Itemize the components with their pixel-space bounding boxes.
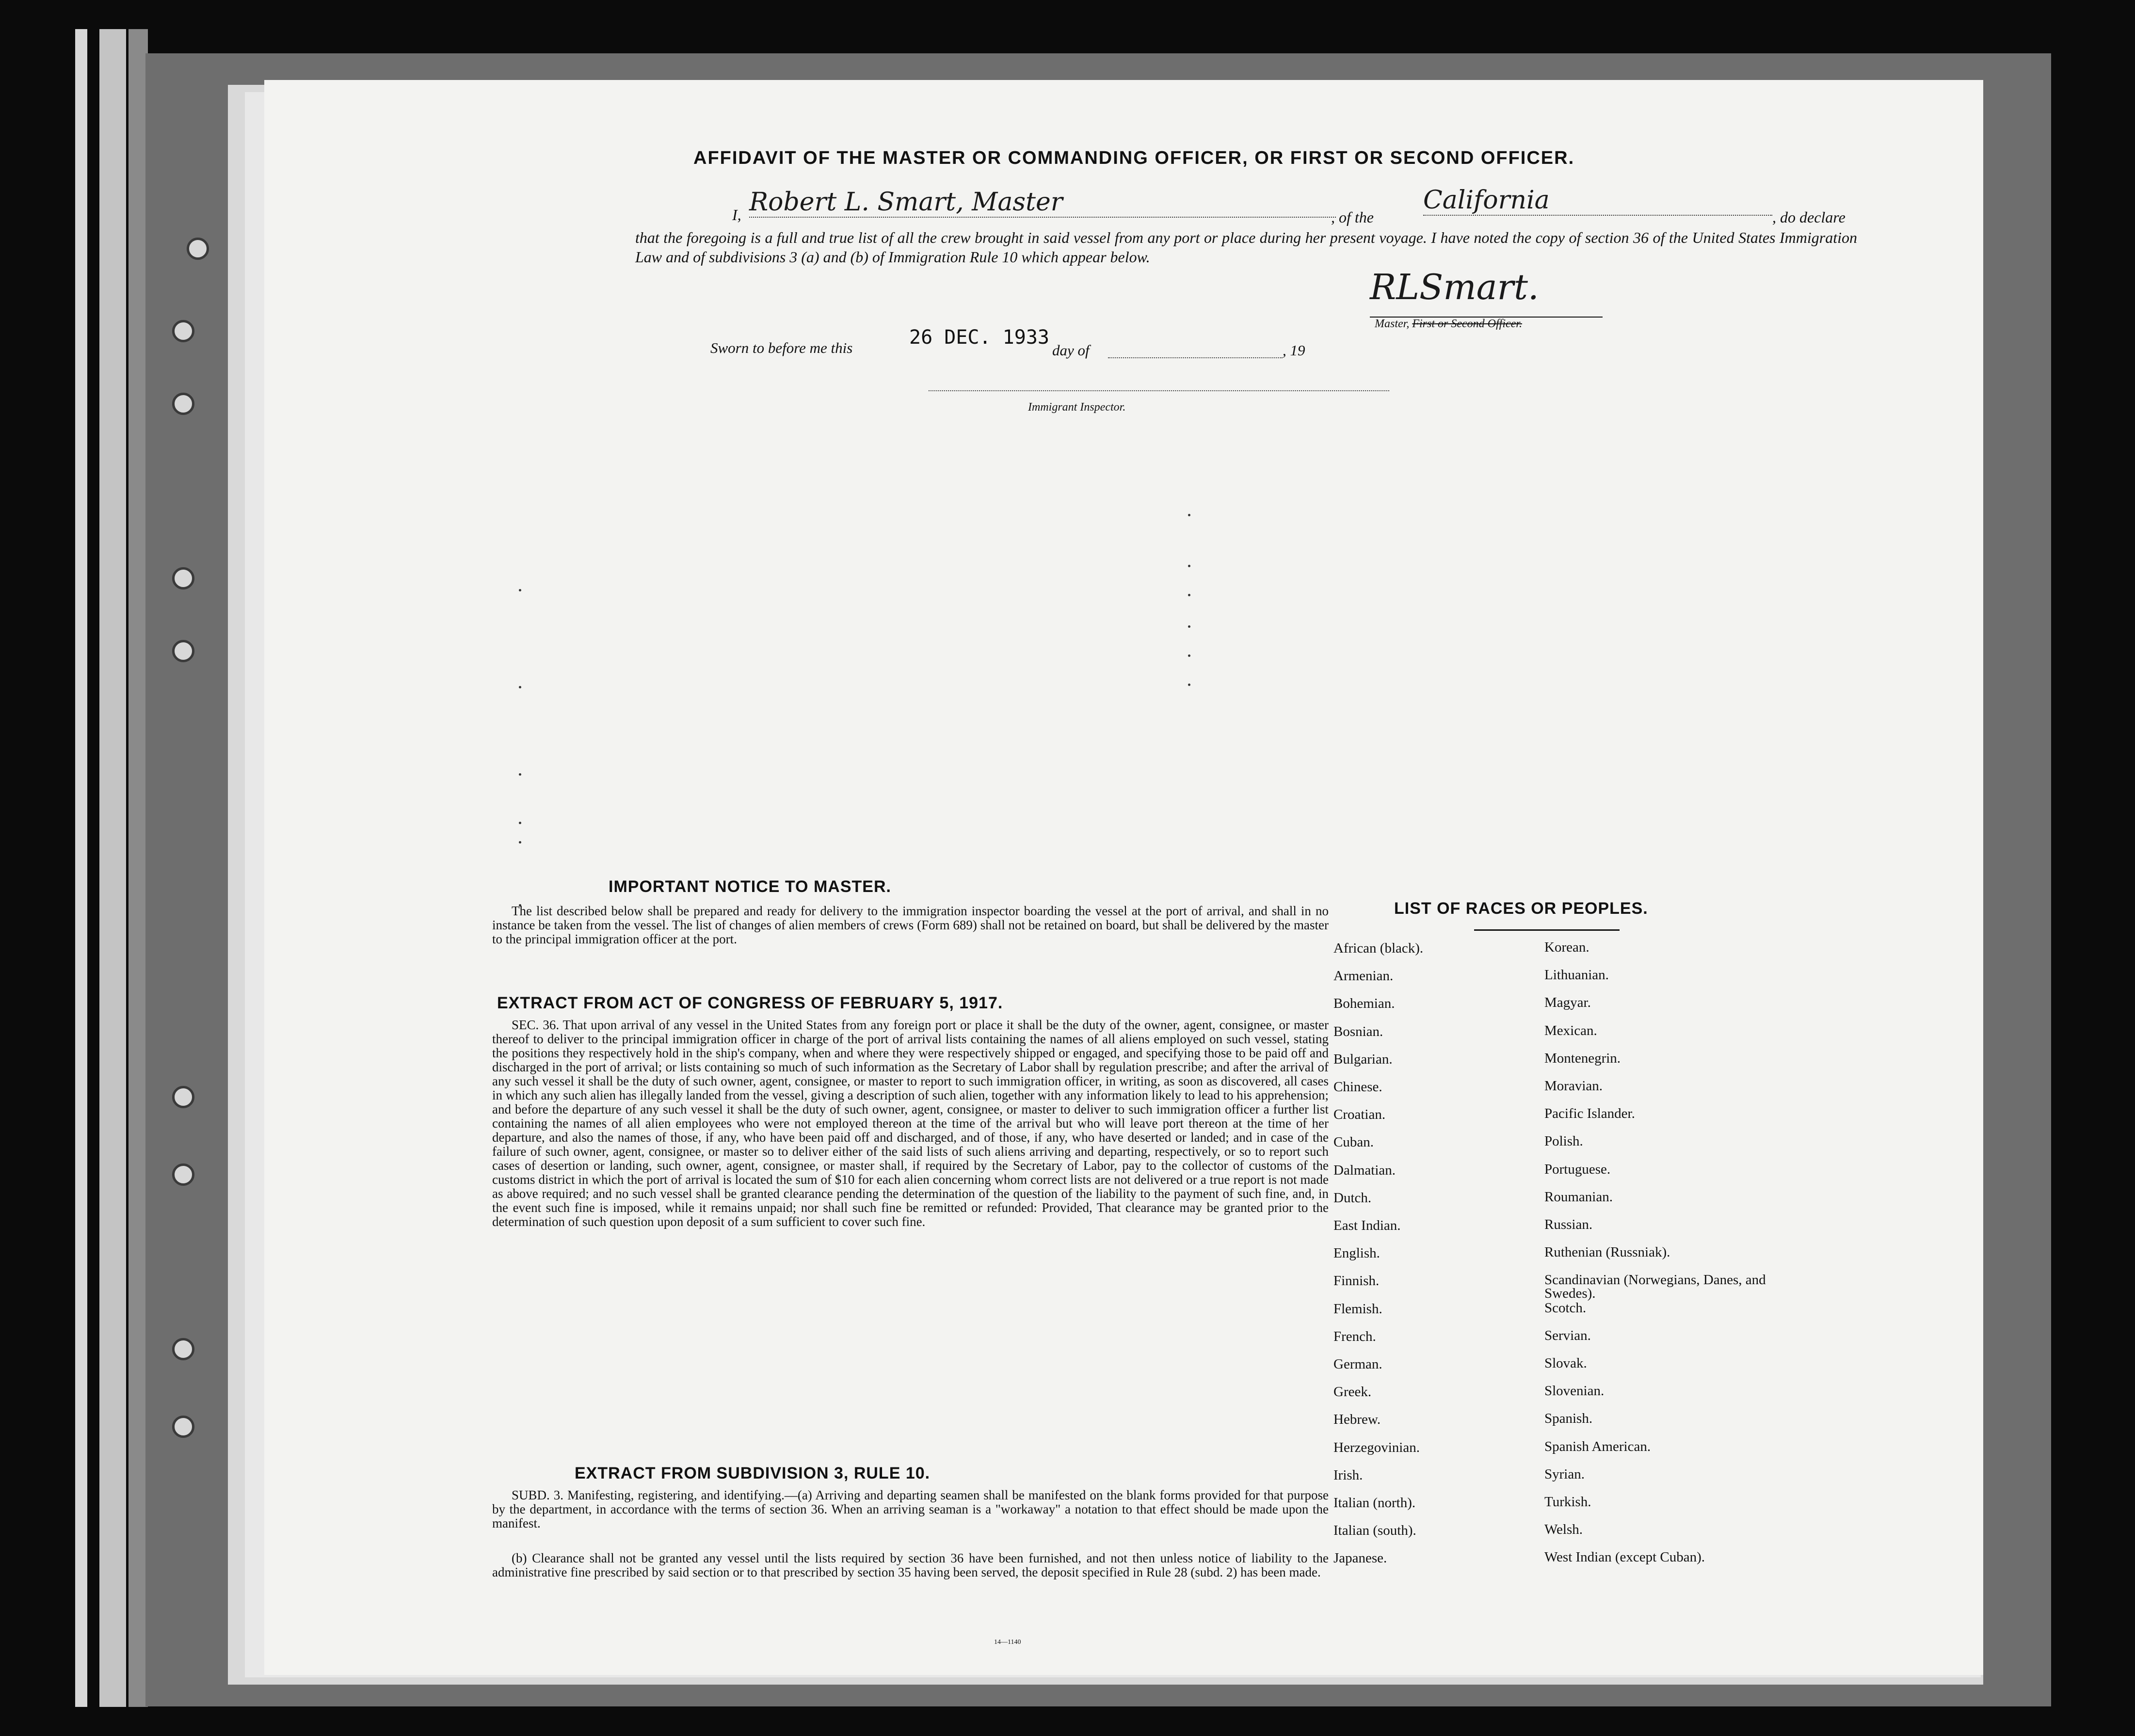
race-item: Scandinavian (Norwegians, Danes, and Swedes). (1544, 1272, 1766, 1302)
race-item: Bosnian. (1333, 1023, 1383, 1039)
race-item: Bohemian. (1333, 996, 1395, 1012)
form-number: 14—1140 (994, 1639, 1021, 1646)
race-item: Armenian. (1333, 968, 1394, 984)
binder-hole (172, 1416, 194, 1438)
affidavit-intro: I, (732, 206, 741, 223)
year-label: , 19 (1283, 342, 1305, 359)
affidavit-title: AFFIDAVIT OF THE MASTER OR COMMANDING OFFICER, OR FIRST OR SECOND OFFICER. (693, 148, 1575, 168)
race-item: German. (1333, 1356, 1382, 1372)
master-signature: RLSmart. (1370, 267, 1539, 307)
race-item: Hebrew. (1333, 1412, 1381, 1428)
race-item: Portuguese. (1544, 1161, 1611, 1177)
race-item: Korean. (1544, 940, 1589, 955)
caption-master: Master, (1375, 318, 1410, 330)
signature-caption (1375, 318, 1522, 331)
race-item: Spanish American. (1544, 1438, 1651, 1454)
races-title: LIST OF RACES OR PEOPLES. (1394, 899, 1648, 918)
extract-rule-title: EXTRACT FROM SUBDIVISION 3, RULE 10. (575, 1464, 931, 1482)
notice-title: IMPORTANT NOTICE TO MASTER. (609, 877, 891, 896)
races-title-rule (1474, 929, 1620, 931)
master-name-field: Robert L. Smart, Master (749, 188, 1336, 218)
race-item: Welsh. (1544, 1522, 1583, 1538)
binder-hole (172, 1086, 194, 1108)
race-item: Roumanian. (1544, 1189, 1613, 1205)
race-item: Russian. (1544, 1217, 1593, 1232)
race-item: French. (1333, 1328, 1376, 1344)
caption-struck-officer: First or Second Officer. (1412, 318, 1522, 330)
race-item: Mexican. (1544, 1022, 1597, 1038)
race-item: Moravian. (1544, 1078, 1603, 1094)
race-item: Lithuanian. (1544, 967, 1609, 983)
race-item: Italian (south). (1333, 1523, 1416, 1539)
signature-line (1370, 317, 1603, 318)
inspector-signature-line (929, 390, 1389, 391)
race-item: Chinese. (1333, 1079, 1382, 1095)
notice-text: The list described below shall be prepared and ready for delivery to the immigration inspector boarding the vessel at the port of arrival, and shall in no instance be taken from the vessel. The list of changes of alien members of crews (Form 689) shall not be retained on board, but shall be delivered by the master to the principal immigration officer at the port. (492, 904, 1329, 946)
day-of-label: day of (1052, 342, 1090, 359)
binder-hole (172, 1338, 194, 1360)
extract-rule-text-b: (b) Clearance shall not be granted any vessel until the lists required by section 36 have been furnished, and not then unless notice of liability to the administrative fine prescribed by said section or to that prescribed by section 35 having been served, the deposit specified in Rule 28 (subd. 2) has been made. (492, 1551, 1329, 1579)
race-item: Bulgarian. (1333, 1051, 1393, 1067)
race-item: Syrian. (1544, 1466, 1585, 1482)
race-item: Finnish. (1333, 1273, 1380, 1289)
vessel-name-field: California (1423, 186, 1772, 216)
inspector-caption: Immigrant Inspector. (1028, 401, 1126, 414)
race-item: Cuban. (1333, 1134, 1374, 1150)
race-item: Montenegrin. (1544, 1050, 1621, 1066)
race-item: Herzegovinian. (1333, 1439, 1420, 1455)
binder-hole (172, 1163, 194, 1186)
binder-hole (172, 320, 194, 342)
extract-act-text: SEC. 36. That upon arrival of any vessel in the United States from any foreign port or place it shall be the duty of the owner, agent, consignee, or master thereof to deliver to the principal immigration officer in charge of the port of arrival lists containing the names of all aliens employed on such vessel, stating the positions they respectively hold in the ship's company, when and where they were respectively shipped or engaged, and specifying those to be paid off and discharged in the port of arrival; or lists containing so much of such information as the Secretary of Labor shall by regulation prescribe; and after the arrival of any such vessel it shall be the duty of such owner, agent, consignee, or master to report to such immigration officer, in writing, as soon as discovered, all cases in which any such alien has illegally landed from the vessel, giving a description of such alien, together with any information likely to lead to his apprehension; and before the departure of any such vessel it shall be the duty of such owner, agent, consignee, or master to deliver to such immigration officer a further list containing the names of all alien employees who were not employed thereon at the time of the arrival but who will leave port thereon at the time of her departure, and also the names of those, if any, who have been paid off and discharged, and of those, if any, who have deserted or landed; and in case of the failure of such owner, agent, consignee, or master so to deliver either of the said lists of such aliens arriving and departing, respectively, or so to report such cases of desertion or landing, such owner, agent, consignee, or master shall, if required by the Secretary of Labor, pay to the collector of customs of the customs district in which the port of arrival is located the sum of $10 for each alien concerning whom correct lists are not delivered or a true report is not made as above required; and no such vessel shall be granted clearance pending the determination of the question of the liability to the payment of such fine, and, in the event such fine is imposed, while it remains unpaid; nor shall such fine be remitted or refunded: Provided, That clearance may be granted prior to the determination of such question upon deposit of a sum sufficient to cover such fine. (492, 1018, 1329, 1229)
race-item: Croatian. (1333, 1107, 1386, 1123)
race-item: Italian (north). (1333, 1495, 1416, 1511)
race-item: Flemish. (1333, 1301, 1382, 1317)
race-item: East Indian. (1333, 1218, 1401, 1233)
race-item: Pacific Islander. (1544, 1106, 1635, 1122)
race-item: Dutch. (1333, 1190, 1372, 1206)
race-item: Scotch. (1544, 1300, 1587, 1316)
race-item: Irish. (1333, 1467, 1363, 1483)
binder-hole (172, 567, 194, 589)
month-field (1108, 357, 1283, 358)
race-item: English. (1333, 1245, 1380, 1261)
binder-strip (75, 29, 87, 1707)
race-item: Japanese. (1333, 1550, 1387, 1566)
race-item: Magyar. (1544, 995, 1591, 1011)
extract-act-title: EXTRACT FROM ACT OF CONGRESS OF FEBRUARY 5, 1917. (497, 994, 1003, 1012)
race-item: Greek. (1333, 1384, 1372, 1400)
manifest-page (264, 80, 1983, 1675)
binder-strip (128, 29, 148, 1707)
binder-strip (99, 29, 126, 1707)
race-item: Slovak. (1544, 1355, 1587, 1371)
binder-hole (172, 640, 194, 662)
race-item: African (black). (1333, 940, 1424, 956)
affidavit-body: that the foregoing is a full and true list of all the crew brought in said vessel from any port or place during her present voyage. I have noted the copy of section 36 of the United States Immigration Law and of subdivisions 3 (a) and (b) of Immigration Rule 10 which appear below. (635, 229, 1857, 266)
sworn-label: Sworn to before me this (710, 339, 853, 356)
extract-rule-text-a: SUBD. 3. Manifesting, registering, and identifying.—(a) Arriving and departing seamen shall be manifested on the blank forms provided for that purpose by the department, in accordance with the terms of section 36. When an arriving seaman is a "workaway" a notation to that effect should be made upon the manifest. (492, 1488, 1329, 1530)
declare-label: , do declare (1772, 208, 1846, 226)
race-item: West Indian (except Cuban). (1544, 1549, 1705, 1565)
race-item: Dalmatian. (1333, 1162, 1396, 1178)
date-stamp: 26 DEC. 1933 (909, 326, 1049, 349)
race-item: Turkish. (1544, 1494, 1591, 1510)
race-item: Servian. (1544, 1327, 1591, 1343)
race-item: Polish. (1544, 1133, 1583, 1149)
binder-hole (187, 238, 209, 260)
binder-hole (172, 393, 194, 415)
race-item: Ruthenian (Russniak). (1544, 1244, 1670, 1260)
race-item: Slovenian. (1544, 1383, 1605, 1399)
race-item: Spanish. (1544, 1411, 1593, 1427)
of-the-label: , of the (1331, 208, 1374, 226)
